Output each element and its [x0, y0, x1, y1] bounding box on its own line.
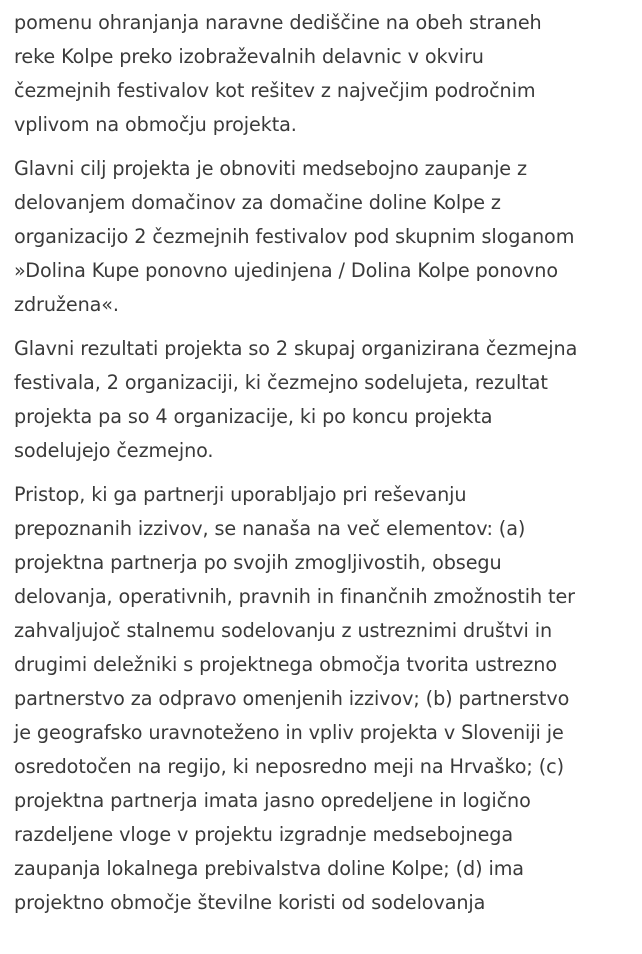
text-line: sodelujejo čezmejno.	[14, 439, 214, 462]
text-line: prepoznanih izzivov, se nanaša na več elementov: (a)	[14, 517, 526, 540]
text-line: razdeljene vloge v projektu izgradnje medsebojnega	[14, 823, 514, 846]
text-line: delovanjem domačinov za domačine doline Kolpe z	[14, 191, 501, 214]
text-line: čezmejnih festivalov kot rešitev z največjim področnim	[14, 79, 536, 102]
article-body	[14, 6, 634, 930]
text-line: zahvaljujoč stalnemu sodelovanju z ustreznimi društvi in	[14, 619, 553, 642]
paragraph-main-goal	[14, 152, 634, 322]
text-line: projektna partnerja po svojih zmogljivostih, obsegu	[14, 551, 502, 574]
text-line: osredotočen na regijo, ki neposredno meji na Hrvaško; (c)	[14, 755, 564, 778]
text-line: projektno območje številne koristi od sodelovanja	[14, 891, 486, 914]
text-line: delovanja, operativnih, pravnih in finančnih zmožnostih ter	[14, 585, 575, 608]
text-line: projekta pa so 4 organizacije, ki po koncu projekta	[14, 405, 493, 428]
text-line: drugimi deležniki s projektnega območja tvorita ustrezno	[14, 653, 557, 676]
paragraph-heritage-workshops	[14, 6, 634, 142]
paragraph-main-results	[14, 332, 634, 468]
text-line: združena«.	[14, 293, 119, 316]
text-line: projektna partnerja imata jasno opredeljene in logično	[14, 789, 531, 812]
text-line: je geografsko uravnoteženo in vpliv projekta v Sloveniji je	[14, 721, 564, 744]
text-line: reke Kolpe preko izobraževalnih delavnic v okviru	[14, 45, 484, 68]
text-line: organizacijo 2 čezmejnih festivalov pod skupnim sloganom	[14, 225, 575, 248]
text-line: zaupanja lokalnega prebivalstva doline Kolpe; (d) ima	[14, 857, 524, 880]
paragraph-approach	[14, 478, 634, 920]
text-line: festivala, 2 organizaciji, ki čezmejno sodelujeta, rezultat	[14, 371, 548, 394]
text-line: Glavni cilj projekta je obnoviti medsebojno zaupanje z	[14, 157, 527, 180]
text-line: Glavni rezultati projekta so 2 skupaj organizirana čezmejna	[14, 337, 578, 360]
text-line: »Dolina Kupe ponovno ujedinjena / Dolina Kolpe ponovno	[14, 259, 558, 282]
text-line: pomenu ohranjanja naravne dediščine na obeh straneh	[14, 11, 542, 34]
text-line: Pristop, ki ga partnerji uporabljajo pri reševanju	[14, 483, 467, 506]
text-line: partnerstvo za odpravo omenjenih izzivov; (b) partnerstvo	[14, 687, 570, 710]
text-line: vplivom na območju projekta.	[14, 113, 297, 136]
